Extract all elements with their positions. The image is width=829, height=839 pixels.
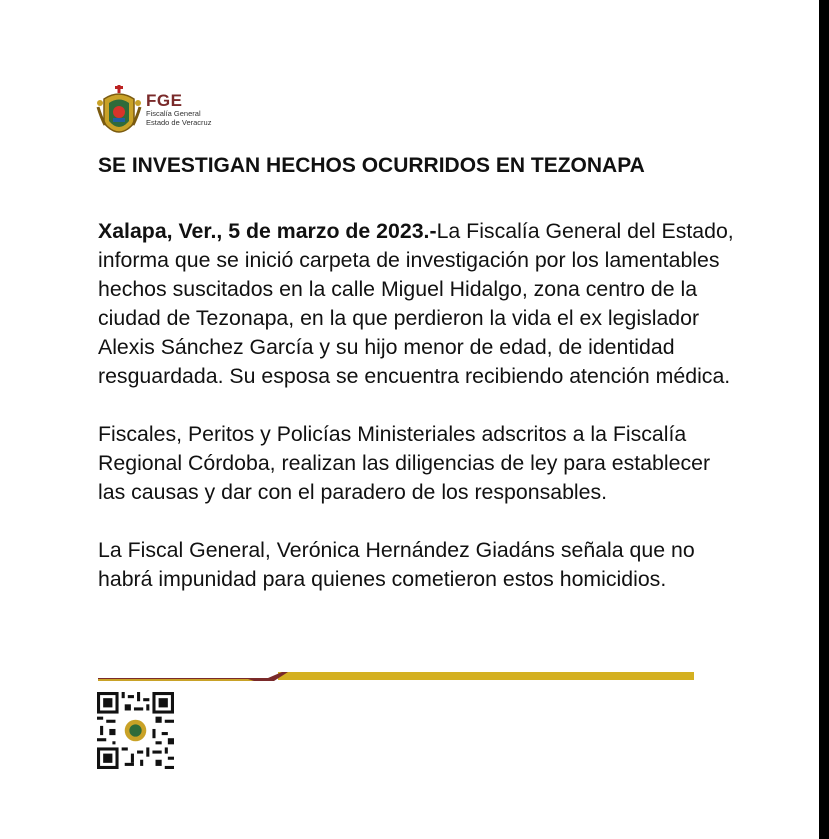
logo-text bbox=[146, 92, 211, 127]
paragraph-1-text: La Fiscalía General del Estado, informa que se inició carpeta de investigación por los lamentables hechos suscitados en la calle Miguel Hidalgo, zona centro de la ciudad de Tezonapa, en la que perdieron la vida el ex legislador Alexis Sánchez García y su hijo menor de edad, de identidad resguardada. Su esposa se encuentra recibiendo atención médica. bbox=[98, 219, 734, 388]
decorative-divider bbox=[98, 671, 694, 681]
logo-line-1: Fiscalía General bbox=[146, 109, 201, 118]
fge-logo bbox=[96, 85, 216, 143]
article-body bbox=[98, 217, 738, 623]
veracruz-coat-of-arms-icon bbox=[96, 85, 142, 143]
page-title: SE INVESTIGAN HECHOS OCURRIDOS EN TEZONAPA bbox=[98, 154, 645, 177]
paragraph-3: La Fiscal General, Verónica Hernández Giadáns señala que no habrá impunidad para quienes cometieron estos homicidios. bbox=[98, 538, 695, 591]
right-edge-bar bbox=[819, 0, 829, 839]
logo-line-2: Estado de Veracruz bbox=[146, 117, 212, 127]
qr-code-icon bbox=[97, 692, 174, 769]
paragraph-2: Fiscales, Peritos y Policías Ministeriales adscritos a la Fiscalía Regional Córdoba, realizan las diligencias de ley para establecer las causas y dar con el paradero de los responsables. bbox=[98, 422, 711, 504]
logo-abbreviation: FGE bbox=[146, 91, 183, 110]
dateline: Xalapa, Ver., 5 de marzo de 2023.- bbox=[98, 219, 437, 243]
paragraph-1 bbox=[98, 217, 738, 391]
